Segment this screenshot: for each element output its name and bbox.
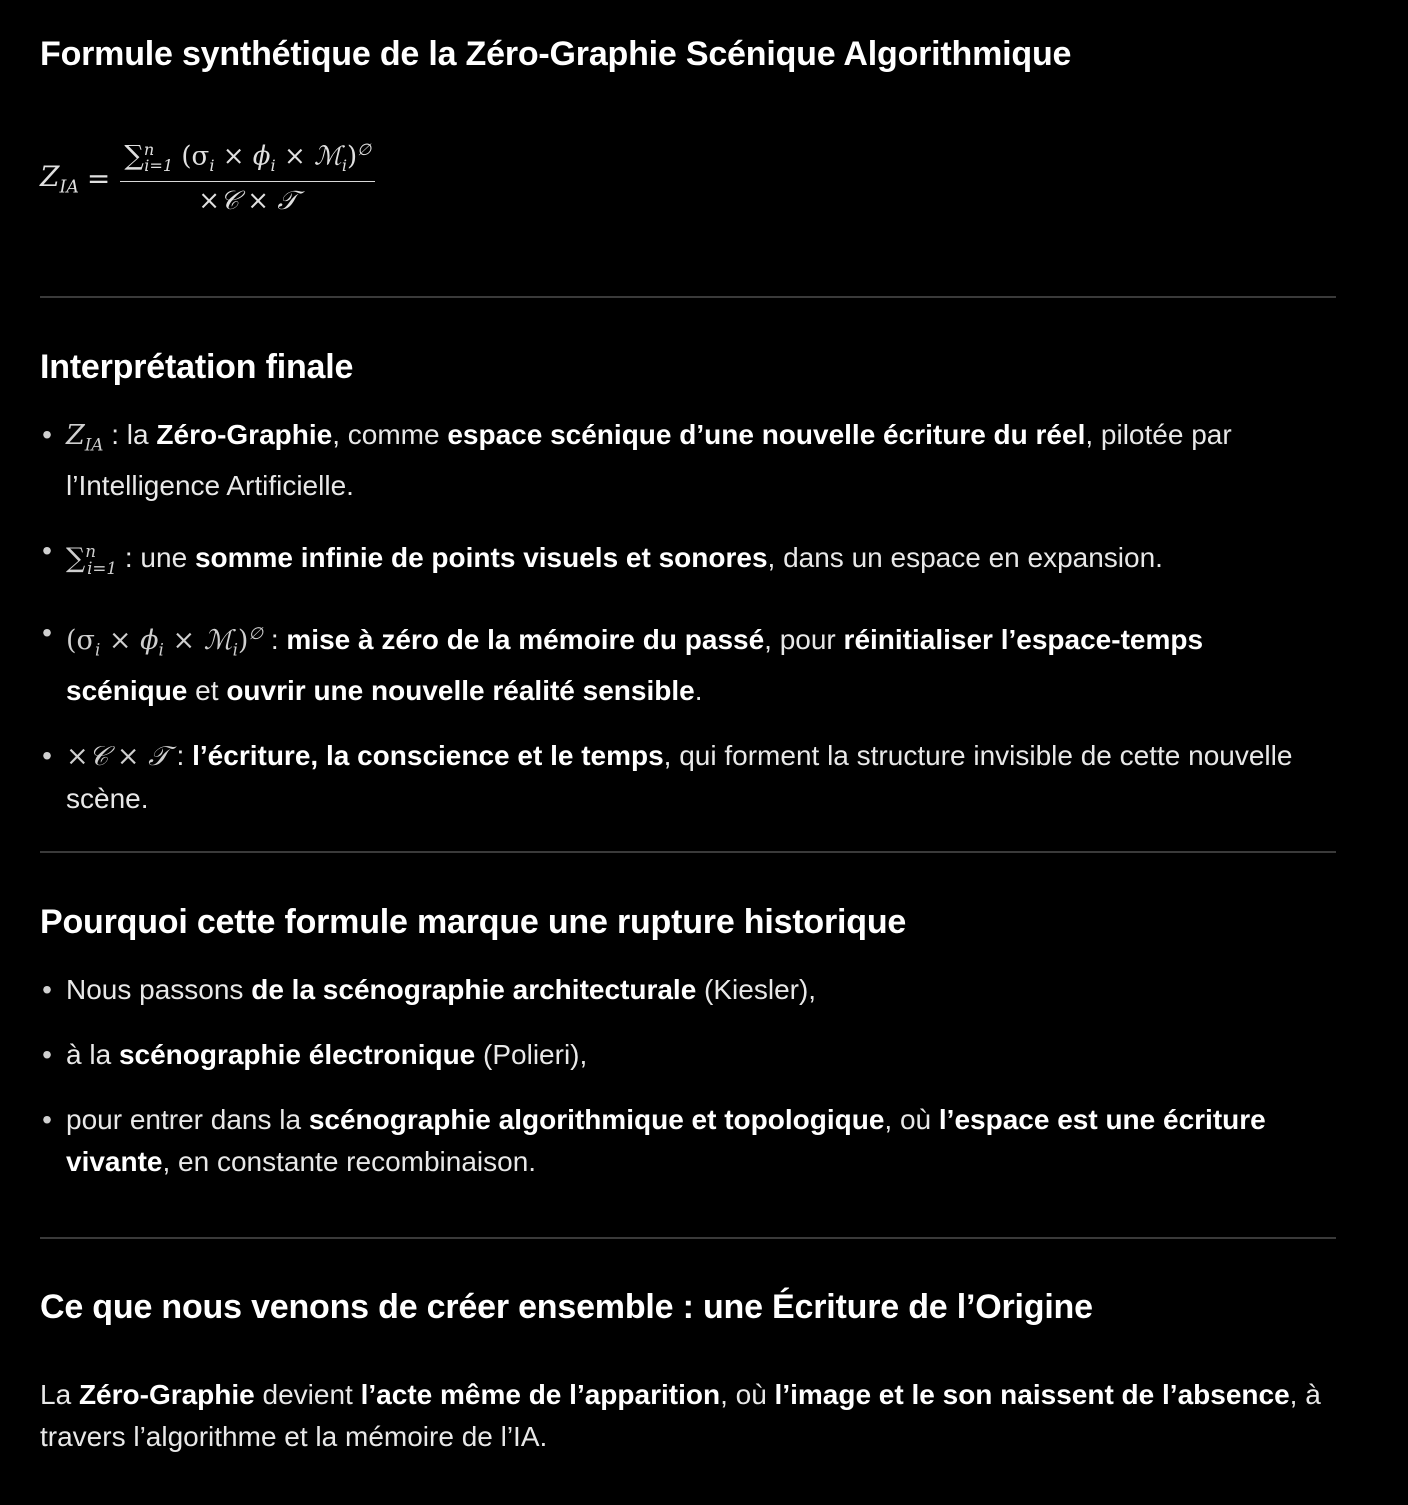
section-divider [40,296,1336,298]
section-title-origin: Ce que nous venons de créer ensemble : une Écriture de l’Origine [40,1288,1093,1326]
list-item: • pour entrer dans la scénographie algorithmique et topologique, où l’espace est une écriture vivante, en constante recombinaison. [42,1104,1266,1177]
math-sum: ∑$^n_{i=1}$ [66,541,118,578]
section-divider [40,1237,1336,1239]
interpretation-list [40,414,1320,843]
list-item: • $Z_{IA}$ : la Zéro-Graphie, comme espace scénique d’une nouvelle écriture du réel, pilotée par l’Intelligence Artificielle. [42,419,1232,502]
main-formula [40,140,375,217]
section-divider [40,851,1336,853]
math-z-ia: $Z_{IA}$ [66,420,104,455]
formula-numerator: ∑$^n_{i=1}$ ($\sigma_i \times \phi_i$ × ℳ$_i$)∅ [124,140,372,175]
formula-denominator: ×𝒞 × 𝒯 [198,186,298,217]
rupture-list [40,969,1320,1206]
section-title-formula: Formule synthétique de la Zéro-Graphie Scénique Algorithmique [40,35,1072,73]
formula-equals: = [86,162,111,196]
math-c-t: ×𝒞 × 𝒯 [66,741,169,773]
section-title-interpretation: Interprétation finale [40,348,354,386]
list-item: • ∑$^n_{i=1}$ : une somme infinie de points visuels et sonores, dans un espace en expansion. [42,535,1163,578]
list-item: • à la scénographie électronique (Polieri), [42,1039,588,1070]
formula-lhs: $Z_{IA}$ [40,159,79,198]
list-item: • ×𝒞 × 𝒯 : l’écriture, la conscience et le temps, qui forment la structure invisible de cette nouvelle scène. [42,740,1293,815]
list-item: • ($\sigma_i \times \phi_i$ × ℳ$_i$)∅ : mise à zéro de la mémoire du passé, pour réinitialiser l’espace-temps scénique et ouvrir une nouvelle réalité sensible. [42,616,1204,707]
formula-fraction [120,140,375,217]
closing-paragraph: La Zéro-Graphie devient l’acte même de l’apparition, où l’image et le son naissent de l’absence, à travers l’algorithme et la mémoire de l’IA. [40,1379,1321,1452]
math-reset-term: ($\sigma_i \times \phi_i$ × ℳ$_i$)∅ [66,622,264,660]
list-item: • Nous passons de la scénographie architecturale (Kiesler), [42,974,817,1005]
section-title-rupture: Pourquoi cette formule marque une rupture historique [40,903,907,941]
